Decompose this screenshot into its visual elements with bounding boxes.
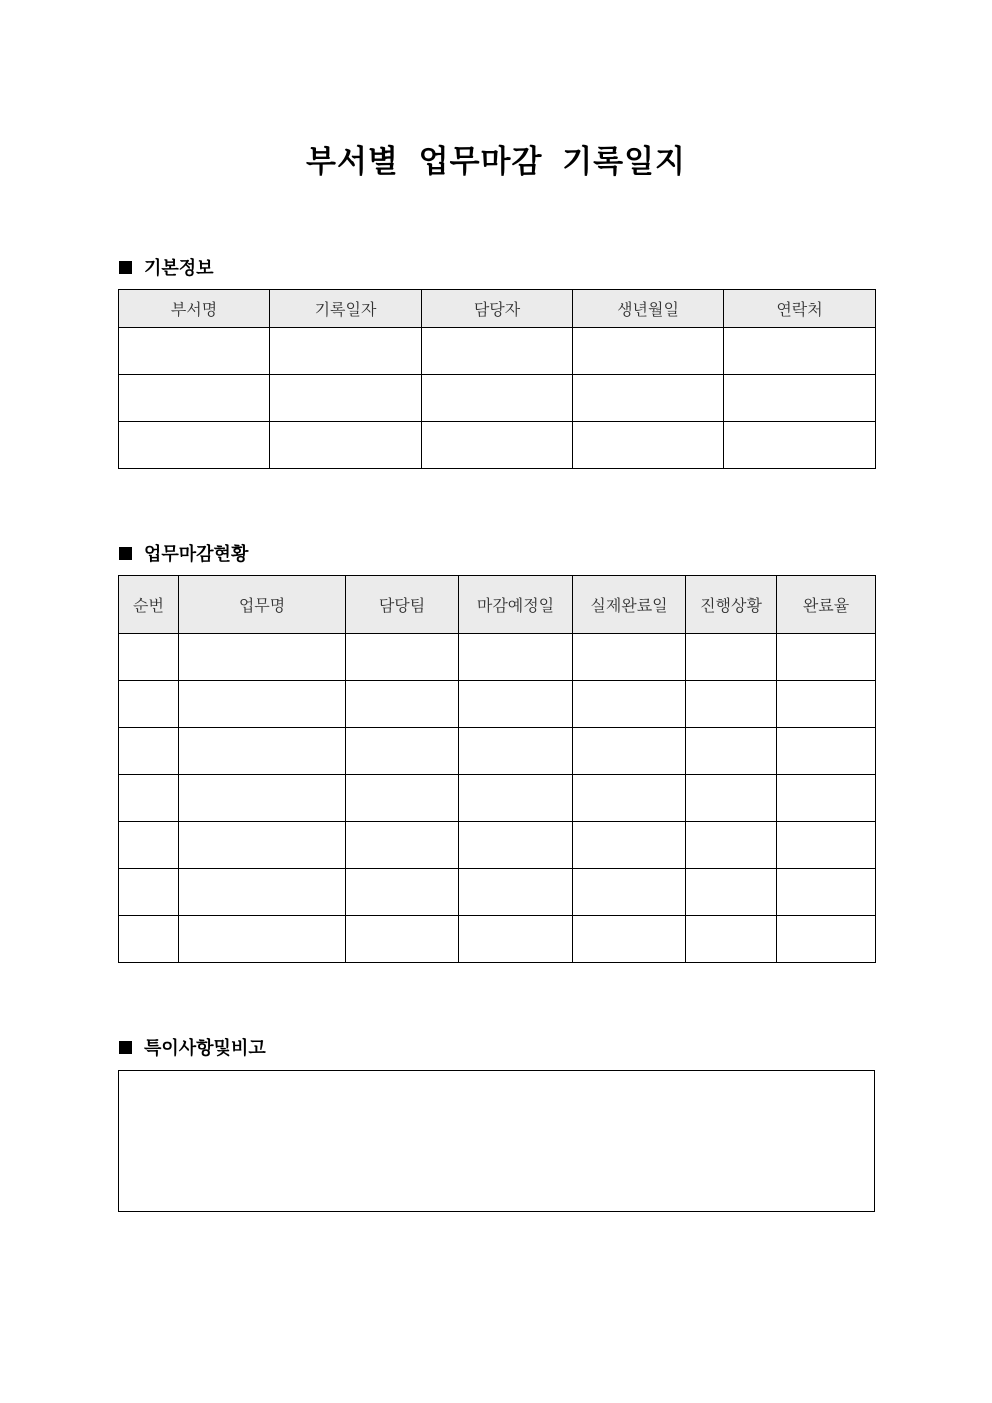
work-status-table: [118, 575, 876, 963]
table-cell[interactable]: [179, 822, 346, 869]
square-bullet-icon: [119, 1041, 132, 1054]
page-title: 부서별 업무마감 기록일지: [306, 144, 686, 180]
table-cell[interactable]: [573, 328, 724, 375]
table-cell[interactable]: [686, 869, 777, 916]
table-row: [119, 328, 876, 375]
table-header-row: [119, 576, 876, 634]
table-cell[interactable]: [346, 728, 459, 775]
column-header-team: 담당팀: [346, 576, 459, 634]
table-row: [119, 681, 876, 728]
table-cell[interactable]: [724, 328, 876, 375]
column-header-progress: 진행상황: [686, 576, 777, 634]
table-cell[interactable]: [459, 869, 573, 916]
table-cell[interactable]: [686, 916, 777, 963]
table-cell[interactable]: [777, 681, 876, 728]
table-cell[interactable]: [686, 728, 777, 775]
table-cell[interactable]: [573, 375, 724, 422]
table-cell[interactable]: [179, 728, 346, 775]
table-cell[interactable]: [573, 822, 686, 869]
table-cell[interactable]: [179, 681, 346, 728]
column-header-birth-date: 생년월일: [573, 290, 724, 328]
table-cell[interactable]: [346, 822, 459, 869]
remarks-box[interactable]: [118, 1070, 875, 1212]
table-cell[interactable]: [179, 775, 346, 822]
table-cell[interactable]: [119, 634, 179, 681]
table-cell[interactable]: [119, 728, 179, 775]
table-cell[interactable]: [459, 775, 573, 822]
table-row: [119, 634, 876, 681]
table-cell[interactable]: [270, 375, 422, 422]
table-cell[interactable]: [346, 916, 459, 963]
table-cell[interactable]: [777, 634, 876, 681]
table-cell[interactable]: [346, 869, 459, 916]
table-cell[interactable]: [459, 728, 573, 775]
table-cell[interactable]: [459, 916, 573, 963]
section-heading-work-status: [119, 540, 248, 566]
table-cell[interactable]: [119, 328, 270, 375]
square-bullet-icon: [119, 261, 132, 274]
table-cell[interactable]: [119, 916, 179, 963]
table-cell[interactable]: [179, 916, 346, 963]
table-cell[interactable]: [346, 634, 459, 681]
column-header-task-name: 업무명: [179, 576, 346, 634]
table-cell[interactable]: [422, 422, 573, 469]
square-bullet-icon: [119, 547, 132, 560]
table-cell[interactable]: [346, 681, 459, 728]
section-heading-label: 기본정보: [144, 258, 214, 279]
table-cell[interactable]: [777, 822, 876, 869]
column-header-sequence: 순번: [119, 576, 179, 634]
table-cell[interactable]: [573, 869, 686, 916]
basic-info-table: [118, 289, 876, 469]
table-cell[interactable]: [422, 375, 573, 422]
table-cell[interactable]: [724, 375, 876, 422]
table-cell[interactable]: [459, 634, 573, 681]
table-row: [119, 916, 876, 963]
table-row: [119, 822, 876, 869]
section-heading-remarks: [119, 1034, 266, 1060]
table-cell[interactable]: [179, 869, 346, 916]
table-header-row: [119, 290, 876, 328]
table-cell[interactable]: [686, 822, 777, 869]
table-cell[interactable]: [573, 916, 686, 963]
column-header-department: 부서명: [119, 290, 270, 328]
table-cell[interactable]: [119, 681, 179, 728]
table-cell[interactable]: [777, 775, 876, 822]
table-cell[interactable]: [573, 681, 686, 728]
table-row: [119, 728, 876, 775]
table-row: [119, 375, 876, 422]
table-cell[interactable]: [119, 775, 179, 822]
section-heading-label: 업무마감현황: [144, 544, 249, 565]
table-row: [119, 775, 876, 822]
table-cell[interactable]: [270, 328, 422, 375]
section-heading-basic-info: [119, 254, 214, 280]
table-cell[interactable]: [777, 916, 876, 963]
table-cell[interactable]: [270, 422, 422, 469]
column-header-completion-date: 실제완료일: [573, 576, 686, 634]
section-heading-label: 특이사항및비고: [144, 1038, 266, 1059]
table-cell[interactable]: [573, 728, 686, 775]
table-cell[interactable]: [119, 422, 270, 469]
table-cell[interactable]: [777, 869, 876, 916]
table-cell[interactable]: [459, 822, 573, 869]
column-header-due-date: 마감예정일: [459, 576, 573, 634]
column-header-record-date: 기록일자: [270, 290, 422, 328]
table-cell[interactable]: [724, 422, 876, 469]
table-cell[interactable]: [573, 422, 724, 469]
table-cell[interactable]: [119, 822, 179, 869]
table-cell[interactable]: [686, 775, 777, 822]
table-cell[interactable]: [346, 775, 459, 822]
table-cell[interactable]: [686, 681, 777, 728]
table-cell[interactable]: [573, 634, 686, 681]
column-header-completion-rate: 완료율: [777, 576, 876, 634]
table-cell[interactable]: [119, 375, 270, 422]
column-header-person-in-charge: 담당자: [422, 290, 573, 328]
table-row: [119, 422, 876, 469]
table-cell[interactable]: [422, 328, 573, 375]
table-cell[interactable]: [119, 869, 179, 916]
table-cell[interactable]: [459, 681, 573, 728]
table-cell[interactable]: [573, 775, 686, 822]
table-cell[interactable]: [179, 634, 346, 681]
table-row: [119, 869, 876, 916]
table-cell[interactable]: [777, 728, 876, 775]
column-header-contact: 연락처: [724, 290, 876, 328]
table-cell[interactable]: [686, 634, 777, 681]
